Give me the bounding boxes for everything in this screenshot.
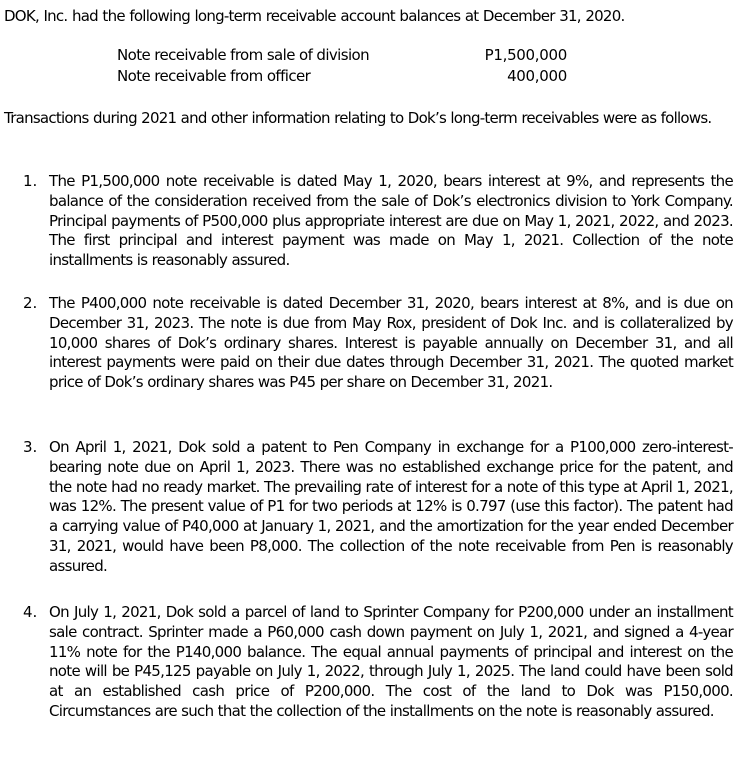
- balance-label: Note receivable from sale of division: [117, 46, 370, 64]
- item-number: 4.: [23, 603, 38, 621]
- balances-table: [117, 46, 567, 88]
- balance-row: [117, 46, 567, 67]
- item-number: 2.: [23, 294, 38, 312]
- item-text: On April 1, 2021, Dok sold a patent to Pen Company in exchange for a P100,000 zero-interest-bearing note due on April 1, 2023. There was no established exchange price for the patent, and the note had no ready market. The prevailing rate of interest for a note of this type at April 1, 2021, was 12%. The present value of P1 for two periods at 12% is 0.797 (use this factor). The patent had a carrying value of P40,000 at January 1, 2021, and the amortization for the year ended December 31, 2021, would have been P8,000. The collection of the note receivable from Pen is reasonably assured.: [49, 438, 733, 575]
- intro-paragraph: DOK, Inc. had the following long-term receivable account balances at December 31, 2020.: [4, 7, 625, 25]
- item-text: On July 1, 2021, Dok sold a parcel of land to Sprinter Company for P200,000 under an installment sale contract. Sprinter made a P60,000 cash down payment on July 1, 2021, and signed a 4-year 11% note for the P140,000 balance. The equal annual payments of principal and interest on the note will be P45,125 payable on July 1, 2022, through July 1, 2025. The land could have been sold at an established cash price of P200,000. The cost of the land to Dok was P150,000. Circumstances are such that the collection of the installments on the note is reasonably assured.: [49, 603, 733, 720]
- item-number: 3.: [23, 438, 38, 456]
- item-text: The P1,500,000 note receivable is dated May 1, 2020, bears interest at 9%, and represents the balance of the consideration received from the sale of Dok’s electronics division to York Company. Principal payments of P500,000 plus appropriate interest are due on May 1, 2021, 2022, and 2023. The first principal and interest payment was made on May 1, 2021. Collection of the note installments is reasonably assured.: [49, 172, 733, 270]
- item-text: The P400,000 note receivable is dated December 31, 2020, bears interest at 8%, and is due on December 31, 2023. The note is due from May Rox, president of Dok Inc. and is collateralized by 10,000 shares of Dok’s ordinary shares. Interest is payable annually on December 31, and all interest payments were paid on their due dates through December 31, 2021. The quoted market price of Dok’s ordinary shares was P45 per share on December 31, 2021.: [49, 294, 733, 392]
- transactions-intro: Transactions during 2021 and other information relating to Dok’s long-term receivables were as follows.: [4, 109, 712, 127]
- balance-amount: P1,500,000: [484, 46, 567, 64]
- balance-amount: 400,000: [507, 67, 567, 85]
- item-number: 1.: [23, 172, 38, 190]
- balance-row: [117, 67, 567, 88]
- balance-label: Note receivable from officer: [117, 67, 311, 85]
